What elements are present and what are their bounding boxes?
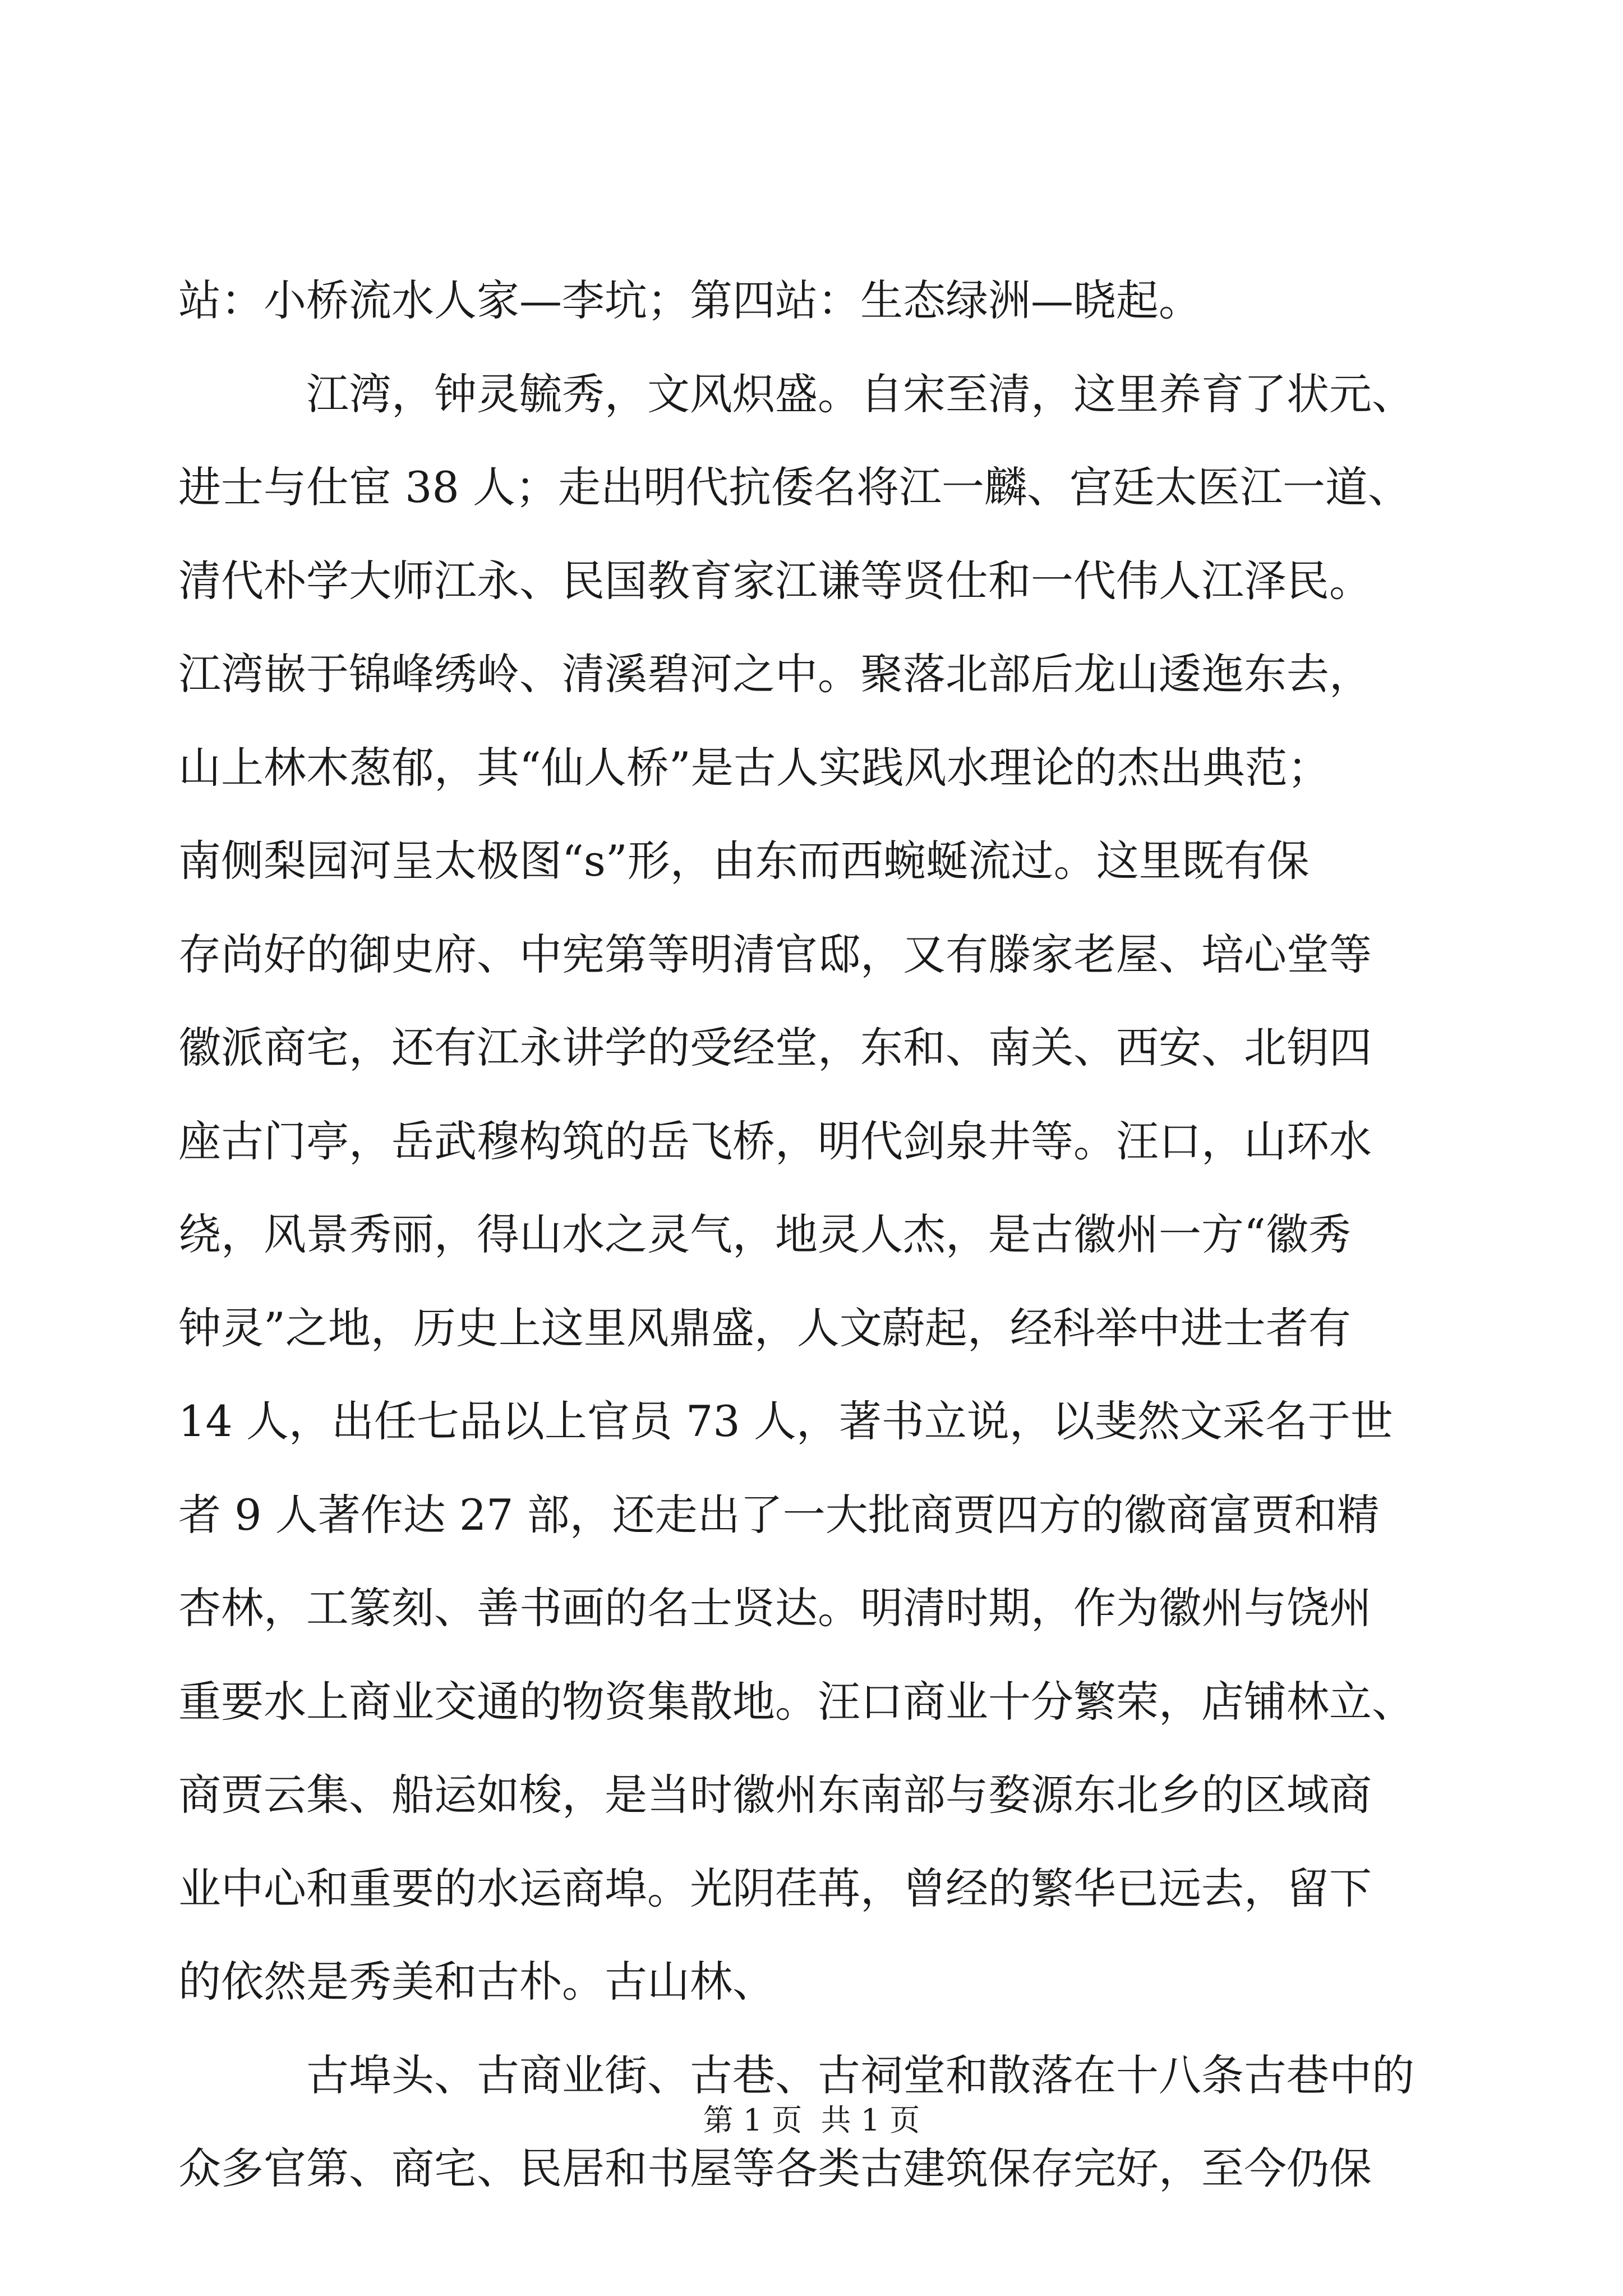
text-line: 南侧梨园河呈太极图“s”形，由东而西蜿蜒流过。这里既有保: [178, 836, 1310, 886]
text-line: 众多官第、商宅、民居和书屋等各类古建筑保存完好，至今仍保: [178, 2143, 1372, 2193]
text-line: 座古门亭，岳武穆构筑的岳飞桥，明代剑泉井等。汪口，山环水: [178, 1116, 1372, 1166]
text-line: 重要水上商业交通的物资集散地。汪口商业十分繁荣，店铺林立、: [178, 1676, 1414, 1727]
text-line: 站：小桥流水人家—李坑；第四站：生态绿洲—晓起。: [178, 275, 1201, 325]
text-line: 清代朴学大师江永、民国教育家江谦等贤仕和一代伟人江泽民。: [178, 555, 1372, 606]
text-line: 徽派商宅，还有江永讲学的受经堂，东和、南关、西安、北钥四: [178, 1023, 1372, 1073]
text-line: 山上林木葱郁，其“仙人桥”是古人实践风水理论的杰出典范；: [178, 742, 1330, 793]
text-line: 商贾云集、船运如梭，是当时徽州东南部与婺源东北乡的区域商: [178, 1770, 1372, 1820]
text-line: 业中心和重要的水运商埠。光阴荏苒，曾经的繁华已远去，留下: [178, 1863, 1372, 1913]
text-line: 进士与仕宦 38 人；走出明代抗倭名将江一麟、宫廷太医江一道、: [178, 462, 1411, 512]
text-line: 14 人，出任七品以上官员 73 人，著书立说，以斐然文采名于世: [178, 1396, 1393, 1446]
text-line: 的依然是秀美和古朴。古山林、: [178, 1957, 775, 2007]
page-number: 第 1 页: [703, 2102, 803, 2138]
text-line: 者 9 人著作达 27 部，还走出了一大批商贾四方的徽商富贾和精: [178, 1489, 1380, 1540]
text-line: 钟灵”之地，历史上这里风鼎盛，人文蔚起，经科举中进士者有: [178, 1303, 1351, 1353]
text-line: 江湾，钟灵毓秀，文风炽盛。自宋至清，这里养育了状元、: [306, 369, 1414, 419]
text-line: 绕，风景秀丽，得山水之灵气，地灵人杰，是古徽州一方“徽秀: [178, 1209, 1351, 1259]
text-line: 江湾嵌于锦峰绣岭、清溪碧河之中。聚落北部后龙山逶迤东去，: [178, 649, 1372, 699]
text-line: 存尚好的御史府、中宪第等明清官邸，又有滕家老屋、培心堂等: [178, 929, 1372, 979]
text-line: 古埠头、古商业街、古巷、古祠堂和散落在十八条古巷中的: [306, 2050, 1414, 2100]
text-line: 杏林，工篆刻、善书画的名士贤达。明清时期，作为徽州与饶州: [178, 1583, 1372, 1633]
page-footer: [0, 2101, 1623, 2140]
body-text: [178, 254, 1446, 2216]
page-total: 共 1 页: [820, 2102, 920, 2138]
